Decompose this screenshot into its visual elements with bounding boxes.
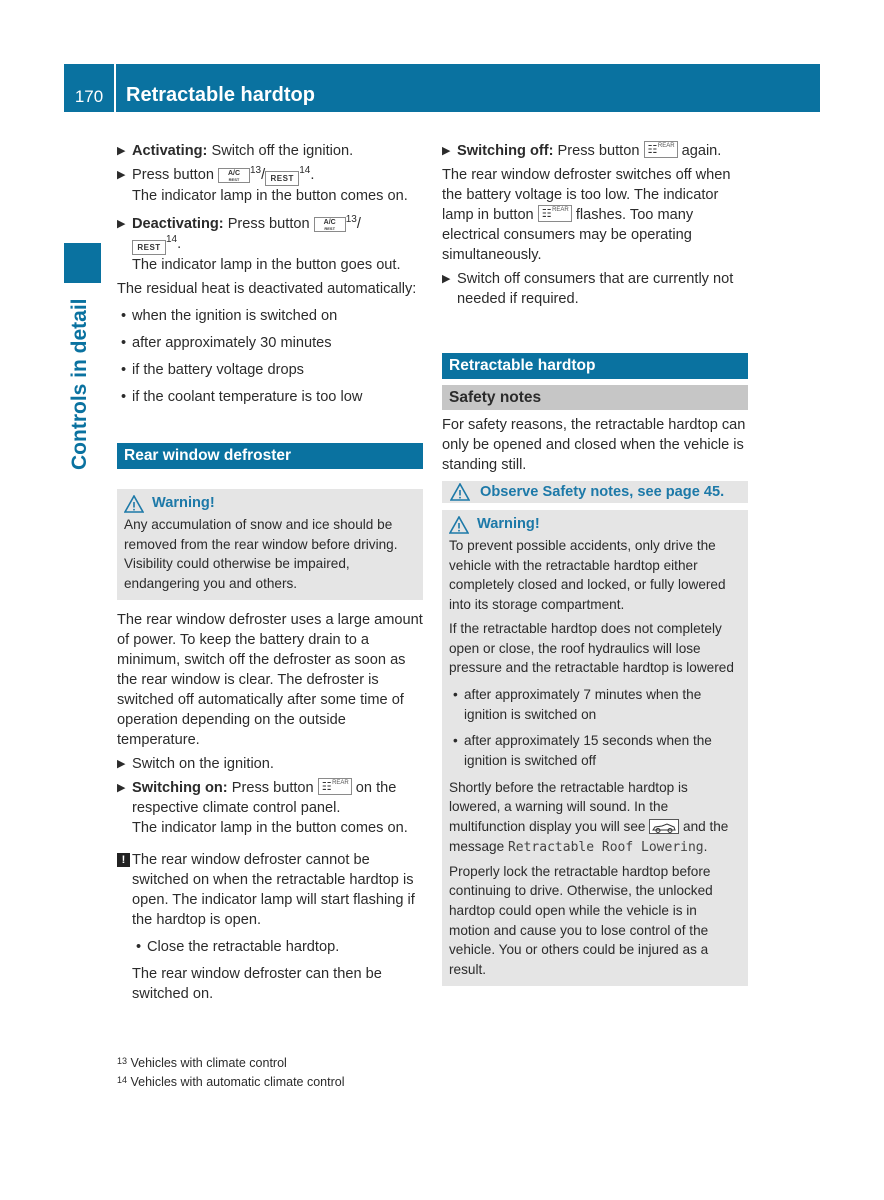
- page-title: Retractable hardtop: [126, 84, 315, 106]
- step-deactivating: ▶ Deactivating: Press button A/C REST $^{13}$/ REST$^{14}$. The indicator lamp in the button goes out.: [117, 214, 401, 273]
- step-switching-on: ▶ Switching on: Press button ☷ REAR on the respective climate control panel. The indicator lamp in the button comes on.: [117, 779, 408, 836]
- arrow-right-icon: ▶: [117, 145, 126, 157]
- warning-title: Warning!: [449, 514, 741, 536]
- warning-para-1: To prevent possible accidents, only drive the vehicle with the retractable hardtop either completely closed and locked, or fully lowered into its storage compartment.: [449, 538, 726, 613]
- list-item: • Close the retractable hardtop.: [136, 938, 340, 955]
- footnote-ref: 13: [345, 214, 357, 226]
- convertible-car-icon: [649, 819, 679, 834]
- exclamation-icon: !: [117, 853, 130, 867]
- step-result: The indicator lamp in the button comes on.: [132, 188, 408, 204]
- battery-paragraph: The rear window defroster switches off when the battery voltage is too low. The indicator lamp in button ☷ REAR flashes. Too many electrical consumers may be operating simultaneously.: [442, 167, 731, 263]
- section-heading-rear-window-defroster: Rear window defroster: [117, 443, 423, 469]
- footnote-14: $^{14}$ Vehicles with automatic climate control: [117, 1075, 345, 1089]
- page-number: 170: [64, 64, 116, 112]
- warning-title: Warning!: [124, 493, 416, 515]
- footnote-ref: 13: [250, 165, 262, 177]
- step-activating: [117, 141, 423, 161]
- rear-defroster-button-icon: ☷ REAR: [538, 205, 572, 222]
- right-column: [442, 141, 748, 986]
- section-heading-retractable-hardtop: Retractable hardtop: [442, 353, 748, 379]
- residual-conditions-list: [117, 306, 423, 407]
- step-switching-off: ▶ Switching off: Press button ☷ REAR again.: [442, 143, 722, 159]
- safety-paragraph: For safety reasons, the retractable hardtop can only be opened and closed when the vehicle is standing still.: [442, 417, 746, 473]
- warning-text: Any accumulation of snow and ice should be removed from the rear window before driving. Visibility could otherwise be impaired, endangering you and others.: [124, 517, 398, 592]
- residual-intro: The residual heat is deactivated automatically:: [117, 281, 417, 297]
- section-side-label-text: Controls in detail: [68, 298, 91, 470]
- section-tab-marker: [64, 243, 101, 283]
- footnote-ref: 14: [166, 234, 178, 246]
- arrow-right-icon: ▶: [442, 145, 451, 157]
- step-label: Switching off:: [457, 143, 554, 159]
- arrow-right-icon: ▶: [117, 757, 126, 770]
- warning-triangle-icon: [450, 483, 470, 501]
- display-message: Retractable Roof Lowering: [507, 839, 704, 855]
- observe-safety-notes-link[interactable]: Observe Safety notes, see page 45.: [442, 481, 748, 503]
- subheading-safety-notes: Safety notes: [442, 385, 748, 410]
- note-defroster-hardtop: ! The rear window defroster cannot be switched on when the retractable hardtop is open. The indicator lamp will start flashing if the hardtop is open. • Close the retractable hardtop. The rear window defroster can then be switched on.: [117, 850, 423, 1004]
- list-item: • after approximately 7 minutes when the ignition is switched on: [453, 686, 702, 722]
- warning-triangle-icon: [124, 495, 144, 513]
- warning-box: [117, 489, 423, 600]
- step-switch-off-consumers: ▶ Switch off consumers that are currently not needed if required.: [442, 271, 734, 307]
- warning-para-4: Properly lock the retractable hardtop before continuing to drive. Otherwise, the unlocked hardtop could open while the vehicle is in motion and cause you to lose control of the vehicle. You or others could be injured as a result.: [449, 863, 713, 978]
- step-text: Switch off the ignition.: [211, 143, 354, 159]
- page-header: [64, 64, 820, 112]
- rear-defroster-button-icon: ☷ REAR: [644, 141, 678, 158]
- footnote-13: $^{13}$ Vehicles with climate control: [117, 1056, 287, 1070]
- rest-button-icon: REST: [265, 171, 299, 186]
- step-label: Switching on:: [132, 779, 228, 796]
- step-result: The indicator lamp in the button goes out.: [132, 257, 401, 273]
- warning-triangle-icon: [449, 516, 469, 534]
- step-result: The indicator lamp in the button comes on.: [132, 819, 408, 836]
- list-item: • when the ignition is switched on: [121, 308, 338, 324]
- warning-para-2: If the retractable hardtop does not completely open or close, the roof hydraulics will lose pressure and the retractable hardtop is lowered: [449, 620, 734, 676]
- step-press-button: ▶ Press button A/C REST $^{13}$/ REST$^{14}$. The indicator lamp in the button comes on.: [117, 165, 408, 204]
- list-item: • after approximately 30 minutes: [121, 335, 332, 351]
- footnotes: [117, 1054, 344, 1092]
- ac-rest-button-icon: A/C REST: [314, 217, 346, 232]
- rest-button-icon: REST: [132, 240, 166, 255]
- arrow-right-icon: ▶: [442, 273, 451, 285]
- step-label: Activating:: [132, 143, 208, 159]
- ac-rest-button-icon: A/C REST: [218, 168, 250, 183]
- arrow-right-icon: ▶: [117, 169, 126, 181]
- list-item: • if the coolant temperature is too low: [121, 389, 363, 405]
- step-text: Press button: [132, 167, 214, 183]
- warning-para-3: Shortly before the retractable hardtop is lowered, a warning will sound. In the multifunction display you will see and the message Retractable Roof Lowering.: [449, 779, 729, 855]
- warning-box-hardtop: [442, 510, 748, 986]
- left-column: [117, 141, 423, 1004]
- arrow-right-icon: ▶: [117, 781, 126, 794]
- list-item: • if the battery voltage drops: [121, 362, 304, 378]
- rear-defroster-button-icon: ☷ REAR: [318, 778, 352, 795]
- arrow-right-icon: ▶: [117, 218, 126, 230]
- step-label: Deactivating:: [132, 216, 224, 232]
- step-text: Press button: [227, 216, 310, 232]
- list-item: • after approximately 15 seconds when the ignition is switched off: [453, 733, 712, 769]
- step-switch-on-ignition: ▶ Switch on the ignition.: [117, 755, 274, 772]
- defroster-paragraph: The rear window defroster uses a large amount of power. To keep the battery drain to a minimum, switch off the defroster as soon as the rear window is clear. The defroster is switched off automatically after some time of operation depending on the outside temperature.: [117, 611, 423, 748]
- footnote-ref: 14: [299, 165, 311, 177]
